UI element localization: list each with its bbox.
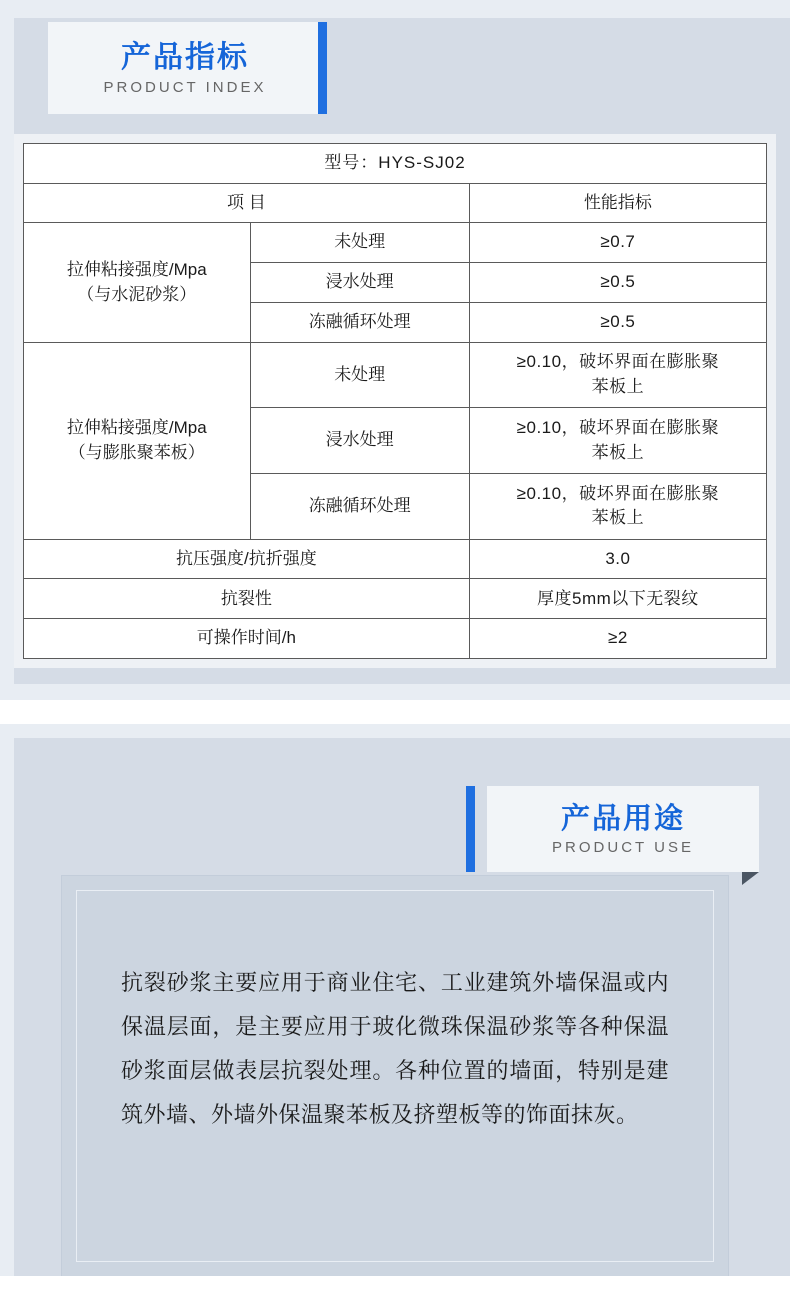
left-strip-decoration — [0, 0, 14, 700]
top-strip-decoration-2 — [0, 724, 790, 738]
value-cell — [469, 408, 766, 474]
value-cell: ≥0.5 — [469, 263, 766, 303]
title-accent-bar — [318, 22, 327, 114]
top-strip-decoration — [0, 0, 790, 18]
condition-cell: 未处理 — [250, 342, 469, 408]
table-row — [24, 619, 767, 659]
product-use-body-text: 抗裂砂浆主要应用于商业住宅、工业建筑外墙保温或内保温层面，是主要应用于玻化微珠保温砂浆等各种保温砂浆面层做表层抗裂处理。各种位置的墙面，特别是建筑外墙、外墙外保温聚苯板及挤塑板等的饰面抹灰。 — [121, 970, 669, 1127]
value-cell: ≥2 — [469, 619, 766, 659]
table-row — [24, 539, 767, 579]
bottom-strip-decoration-2 — [0, 1276, 790, 1303]
condition-cell: 未处理 — [250, 223, 469, 263]
value-line1: ≥0.10，破坏界面在膨胀聚 — [516, 418, 720, 438]
group1-label-line1: 拉伸粘接强度/Mpa — [66, 259, 207, 279]
item-cell: 抗压强度/抗折强度 — [24, 539, 470, 579]
value-cell — [469, 342, 766, 408]
spec-table — [23, 143, 767, 659]
condition-cell: 冻融循环处理 — [250, 474, 469, 540]
value-cell: ≥0.7 — [469, 223, 766, 263]
condition-cell: 冻融循环处理 — [250, 302, 469, 342]
left-strip-decoration-2 — [0, 724, 14, 1303]
value-cell: ≥0.5 — [469, 302, 766, 342]
condition-cell: 浸水处理 — [250, 408, 469, 474]
condition-cell: 浸水处理 — [250, 263, 469, 303]
product-index-title-block — [48, 22, 322, 114]
value-line2: 苯板上 — [591, 508, 645, 528]
value-cell: 厚度5mm以下无裂纹 — [469, 579, 766, 619]
spec-table-frame — [14, 134, 776, 668]
product-use-section — [0, 724, 790, 1303]
value-line1: ≥0.10，破坏界面在膨胀聚 — [516, 483, 720, 503]
group2-label-line2: （与膨胀聚苯板） — [68, 442, 205, 462]
product-use-title-block — [487, 786, 759, 872]
table-row — [24, 579, 767, 619]
page-subtitle: PRODUCT INDEX — [103, 79, 267, 96]
table-row — [24, 342, 767, 408]
model-cell: 型号：HYS-SJ02 — [24, 144, 767, 184]
bottom-strip-decoration — [0, 684, 790, 700]
table-row — [24, 144, 767, 184]
section-gap — [0, 700, 790, 724]
group2-label-line1: 拉伸粘接强度/Mpa — [66, 418, 207, 438]
group1-label — [24, 223, 251, 342]
item-cell: 抗裂性 — [24, 579, 470, 619]
title-accent-bar-2 — [466, 786, 475, 872]
item-cell: 可操作时间/h — [24, 619, 470, 659]
value-cell: 3.0 — [469, 539, 766, 579]
column-header-item: 项 目 — [24, 183, 470, 223]
table-row — [24, 183, 767, 223]
table-row — [24, 223, 767, 263]
column-header-spec: 性能指标 — [469, 183, 766, 223]
corner-triangle-decoration — [742, 872, 759, 885]
value-line1: ≥0.10，破坏界面在膨胀聚 — [516, 352, 720, 372]
product-use-card-inner — [76, 890, 714, 1262]
page-title: 产品指标 — [121, 41, 249, 74]
product-use-card — [62, 876, 728, 1276]
group1-label-line2: （与水泥砂浆） — [77, 284, 197, 304]
value-line2: 苯板上 — [591, 376, 645, 396]
value-line2: 苯板上 — [591, 442, 645, 462]
page-title-2: 产品用途 — [560, 803, 685, 836]
page-subtitle-2: PRODUCT USE — [552, 838, 694, 856]
group2-label — [24, 342, 251, 539]
value-cell — [469, 474, 766, 540]
